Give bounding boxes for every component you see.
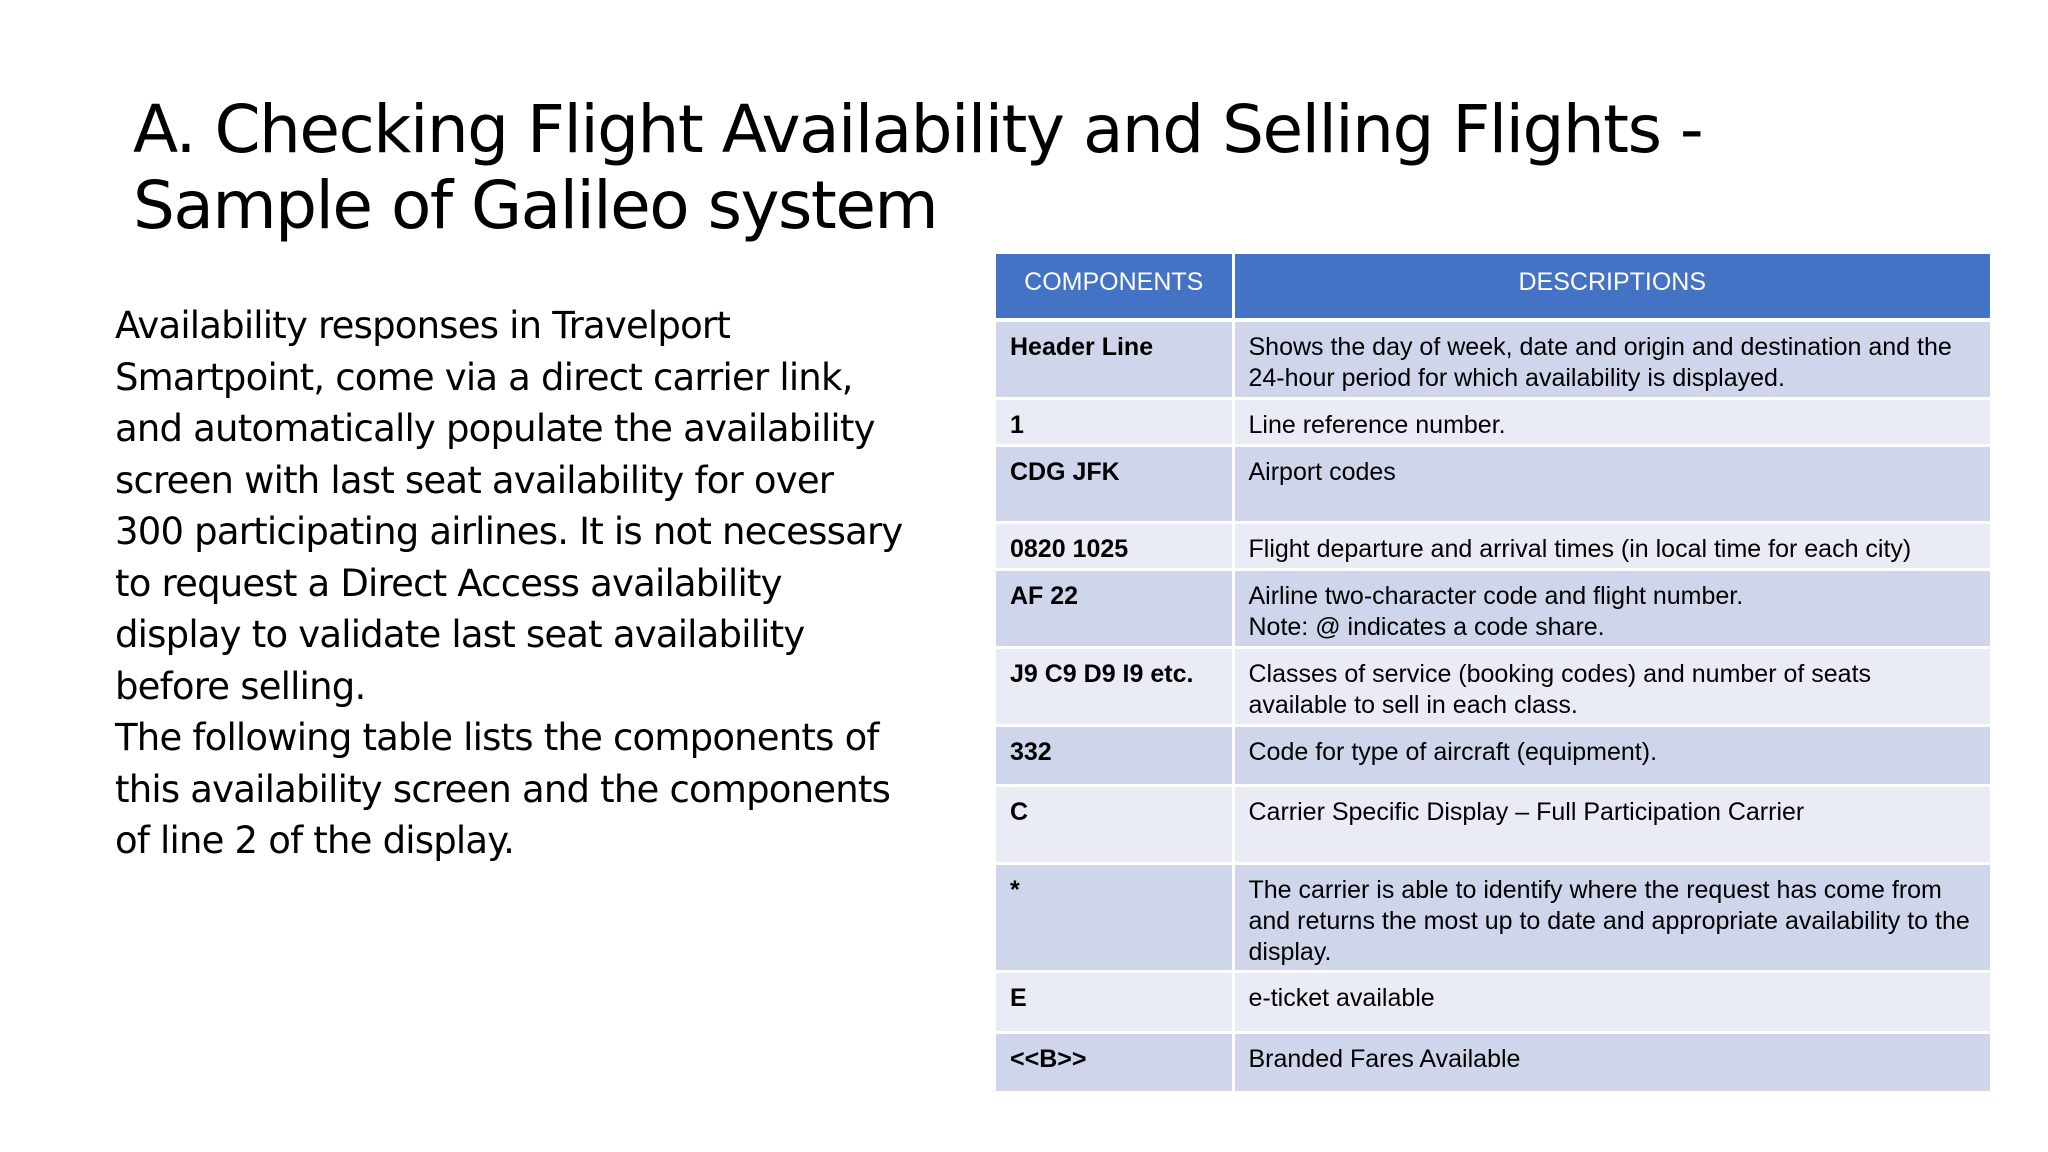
table-row [996, 522, 1990, 569]
components-table [996, 254, 1990, 1094]
component-cell: <<B>> [996, 1032, 1233, 1092]
header-descriptions: DESCRIPTIONS [1233, 254, 1990, 320]
description-cell: e-ticket available [1233, 971, 1990, 1032]
components-table-container [996, 254, 1990, 1094]
description-cell [1233, 569, 1990, 647]
component-cell: 332 [996, 725, 1233, 785]
header-components: COMPONENTS [996, 254, 1233, 320]
description-cell: Branded Fares Available [1233, 1032, 1990, 1092]
table-row [996, 647, 1990, 725]
table-row [996, 971, 1990, 1032]
table-row [996, 569, 1990, 647]
component-cell: 1 [996, 398, 1233, 445]
body-paragraph-1: Availability responses in Travelport Smartpoint, come via a direct carrier link, and automatically populate the availability screen with last seat availability for over 300 participating airlines. It is not necessary to request a Direct Access availability display to validate last seat availability before selling. [115, 304, 903, 708]
component-cell: * [996, 863, 1233, 971]
description-cell: Line reference number. [1233, 398, 1990, 445]
component-cell: E [996, 971, 1233, 1032]
description-cell: Flight departure and arrival times (in local time for each city) [1233, 522, 1990, 569]
table-row [996, 1032, 1990, 1092]
table-row [996, 320, 1990, 398]
component-cell: C [996, 785, 1233, 863]
table-row [996, 863, 1990, 971]
body-text [115, 300, 905, 867]
component-cell: AF 22 [996, 569, 1233, 647]
description-cell: Classes of service (booking codes) and number of seats available to sell in each class. [1233, 647, 1990, 725]
description-cell: Airport codes [1233, 445, 1990, 522]
description-cell: The carrier is able to identify where the request has come from and returns the most up to date and appropriate availability to the display. [1233, 863, 1990, 971]
table-row [996, 398, 1990, 445]
component-cell: J9 C9 D9 I9 etc. [996, 647, 1233, 725]
table-header-row [996, 254, 1990, 320]
body-paragraph-2: The following table lists the components of this availability screen and the components of line 2 of the display. [115, 716, 891, 862]
table-row [996, 725, 1990, 785]
component-cell: CDG JFK [996, 445, 1233, 522]
description-text: Airline two-character code and flight number. Note: @ indicates a code share. [1248, 581, 1744, 641]
slide-title: A. Checking Flight Availability and Selling Flights - Sample of Galileo system [133, 91, 1703, 244]
table-row [996, 785, 1990, 863]
description-cell: Code for type of aircraft (equipment). [1233, 725, 1990, 785]
component-cell: Header Line [996, 320, 1233, 398]
description-cell: Carrier Specific Display – Full Participation Carrier [1233, 785, 1990, 863]
component-cell: 0820 1025 [996, 522, 1233, 569]
table-row [996, 445, 1990, 522]
description-cell: Shows the day of week, date and origin and destination and the 24-hour period for which availability is displayed. [1233, 320, 1990, 398]
